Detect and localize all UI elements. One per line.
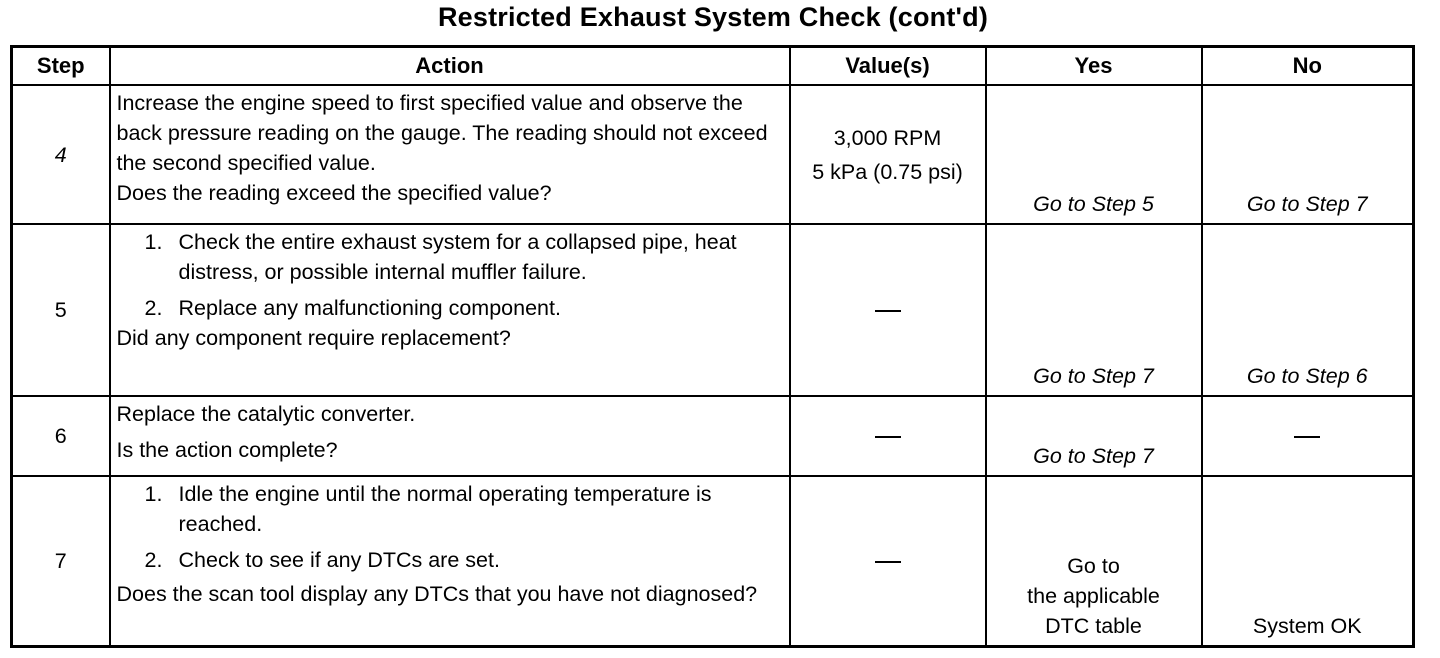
- values-cell: [790, 476, 986, 646]
- empty-value-dash: [875, 310, 901, 312]
- table-row: [12, 224, 1414, 396]
- action-cell: [110, 224, 790, 396]
- action-question: Does the reading exceed the specified value?: [116, 181, 552, 205]
- list-item: 2. Check to see if any DTCs are set.: [144, 548, 500, 572]
- step-number: 6: [12, 396, 110, 476]
- action-cell: [110, 396, 790, 476]
- action-text: Increase the engine speed to first specified value and observe the back pressure reading on the gauge. The reading should not exceed the second specified value.: [116, 91, 768, 175]
- list-item: 1. Check the entire exhaust system for a collapsed pipe, heat distress, or possible internal muffler failure.: [144, 230, 737, 284]
- action-cell: [110, 85, 790, 224]
- yes-link[interactable]: Go to Step 7: [986, 224, 1202, 396]
- no-result: System OK: [1202, 476, 1414, 646]
- yes-link[interactable]: Go to Step 5: [986, 85, 1202, 224]
- action-question: Did any component require replacement?: [116, 326, 511, 350]
- action-list: [117, 479, 783, 575]
- action-list: [117, 227, 783, 323]
- list-item: 2. Replace any malfunctioning component.: [144, 296, 561, 320]
- action-cell: [110, 476, 790, 646]
- value-pressure: 5 kPa (0.75 psi): [812, 159, 963, 184]
- table-row: [12, 476, 1414, 646]
- no-link[interactable]: Go to Step 6: [1202, 224, 1414, 396]
- yes-link[interactable]: Go to the applicable DTC table: [986, 476, 1202, 646]
- header-values: Value(s): [790, 47, 986, 86]
- values-cell: [790, 224, 986, 396]
- value-rpm: 3,000 RPM: [833, 125, 942, 150]
- header-step: Step: [12, 47, 110, 86]
- values-cell: [790, 85, 986, 224]
- no-cell: [1202, 396, 1414, 476]
- action-question: Is the action complete?: [116, 438, 338, 462]
- no-link[interactable]: Go to Step 7: [1202, 85, 1414, 224]
- values-cell: [790, 396, 986, 476]
- page-title: Restricted Exhaust System Check (cont'd): [437, 2, 989, 32]
- table-row: [12, 85, 1414, 224]
- step-number: 5: [12, 224, 110, 396]
- empty-no-dash: [1294, 436, 1320, 438]
- header-action: Action: [110, 47, 790, 86]
- table-header-row: [12, 47, 1414, 86]
- table-row: [12, 396, 1414, 476]
- list-item: 1. Idle the engine until the normal operating temperature is reached.: [144, 482, 712, 536]
- step-number: 7: [12, 476, 110, 646]
- action-question: Does the scan tool display any DTCs that you have not diagnosed?: [116, 582, 758, 606]
- empty-value-dash: [875, 436, 901, 438]
- empty-value-dash: [875, 561, 901, 563]
- action-text: Replace the catalytic converter.: [116, 402, 416, 426]
- yes-link[interactable]: Go to Step 7: [986, 396, 1202, 476]
- diagnostic-table: [10, 45, 1415, 648]
- header-yes: Yes: [986, 47, 1202, 86]
- header-no: No: [1202, 47, 1414, 86]
- step-number: 4: [12, 85, 110, 224]
